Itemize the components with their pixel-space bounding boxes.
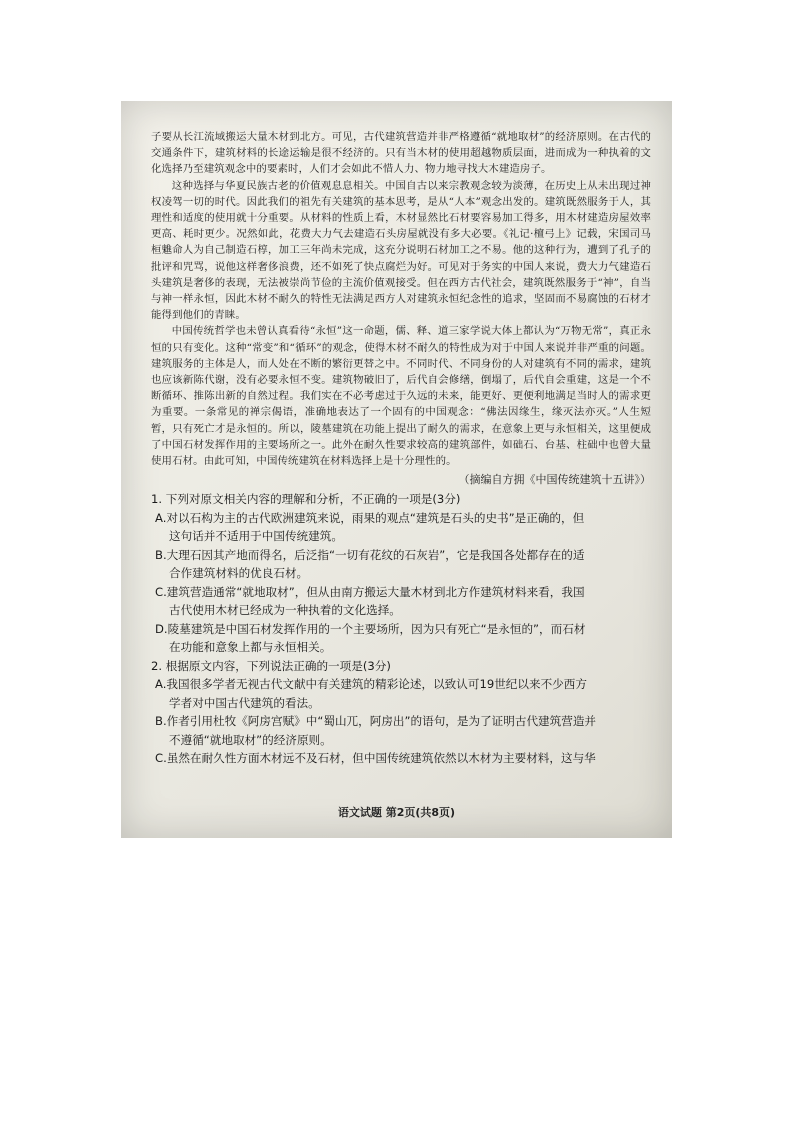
option-text-line: 这句话并不适用于中国传统建筑。 <box>169 529 343 544</box>
option-text-line: 古代使用木材已经成为一种执着的文化选择。 <box>169 603 401 618</box>
option-label: C. <box>155 584 167 599</box>
option-label: D. <box>155 621 168 636</box>
question-2 <box>151 657 651 768</box>
option-text-line: 学者对中国古代建筑的看法。 <box>169 695 320 710</box>
option-label: A. <box>155 510 167 525</box>
question-1-option-d <box>151 620 651 657</box>
option-label: B. <box>155 547 167 562</box>
question-2-option-c <box>151 749 651 768</box>
passage-source: （摘编自方拥《中国传统建筑十五讲》） <box>458 473 651 487</box>
option-label: A. <box>155 677 167 692</box>
reading-passage <box>151 129 651 469</box>
question-1-option-b <box>151 546 651 583</box>
option-text-line: 对以石构为主的古代欧洲建筑来说，雨果的观点“建筑是石头的史书”是正确的，但 <box>166 510 585 525</box>
option-text-line: 大理石因其产地而得名，后泛指“一切有花纹的石灰岩”，它是我国各处都存在的适 <box>166 547 585 562</box>
option-text-line: 陵墓建筑是中国石材发挥作用的一个主要场所，因为只有死亡“是永恒的”，而石材 <box>167 621 586 636</box>
passage-paragraph-1: 子要从长江流域搬运大量木材到北方。可见，古代建筑营造并非严格遵循“就地取材”的经济原则。在古代的交通条件下，建筑材料的长途运输是很不经济的。只有当木材的使用超越物质层面，进而成为一种执着的文化选择乃至建筑观念中的要素时，人们才会如此不惜人力、物力地寻找大木建造房子。 <box>151 131 651 176</box>
option-text-line: 作者引用杜牧《阿房宫赋》中“蜀山兀，阿房出”的语句，是为了证明古代建筑营造并 <box>166 714 597 729</box>
question-2-option-b <box>151 712 651 749</box>
question-2-stem: 2. 根据原文内容，下列说法正确的一项是(3分) <box>151 658 391 673</box>
option-text-line: 我国很多学者无视古代文献中有关建筑的精彩论述，以致认可19世纪以来不少西方 <box>166 677 587 692</box>
question-1-stem: 1. 下列对原文相关内容的理解和分析，不正确的一项是(3分) <box>151 492 461 507</box>
photographed-exam-page <box>121 101 672 838</box>
option-text-line: 不遵循“就地取材”的经济原则。 <box>169 732 332 747</box>
option-text-line: 虽然在耐久性方面木材远不及石材，但中国传统建筑依然以木材为主要材料，这与华 <box>166 751 596 766</box>
exam-page <box>151 129 651 768</box>
option-text-line: 合作建筑材料的优良石材。 <box>169 566 309 581</box>
option-label: B. <box>155 714 167 729</box>
question-1 <box>151 490 651 657</box>
option-text-line: 在功能和意象上都与永恒相关。 <box>169 640 332 655</box>
page-footer: 语文试题 第2页(共8页) <box>337 806 456 819</box>
passage-paragraph-2: 这种选择与华夏民族古老的价值观息息相关。中国自古以来宗教观念较为淡薄，在历史上从未出现过神权凌驾一切的时代。因此我们的祖先有关建筑的基本思考，是从“人本”观念出发的。建筑既然服务于人，其理性和适度的使用就十分重要。从材料的性质上看，木材显然比石材要容易加工得多，用木材建造房屋效率更高、耗时更少。况然如此，花费大力气去建造石头房屋就没有多大必要。《礼记·檀弓上》记载，宋国司马桓魋命人为自己制造石椁，加工三年尚未完成，这充分说明石材加工之不易。他的这种行为，遭到了孔子的批评和咒骂，说他这样奢侈浪费，还不如死了快点腐烂为好。可见对于务实的中国人来说，费大力气建造石头建筑是奢侈的表现，无法被崇尚节俭的主流价值观接受。但在西方古代社会，建筑既然服务于“神”，自当与神一样永恒，因此木材不耐久的特性无法满足西方人对建筑永恒纪念性的追求，坚固而不易腐蚀的石材才能得到他们的青睐。 <box>151 179 651 322</box>
option-label: C. <box>155 751 167 766</box>
question-1-option-c <box>151 583 651 620</box>
option-text-line: 建筑营造通常“就地取材”，但从由南方搬运大量木材到北方作建筑材料来看，我国 <box>166 584 585 599</box>
question-2-option-a <box>151 675 651 712</box>
question-1-option-a <box>151 509 651 546</box>
passage-paragraph-3: 中国传统哲学也未曾认真看待“永恒”这一命题，儒、释、道三家学说大体上都认为“万物无常”，真正永恒的只有变化。这种“常变”和“循环”的观念，使得木材不耐久的特性成为对于中国人来说并非严重的问题。建筑服务的主体是人，而人处在不断的繁衍更替之中。不同时代、不同身份的人对建筑有不同的需求，建筑也应该新陈代谢，没有必要永恒不变。建筑物破旧了，后代自会修缮，倒塌了，后代自会重建，这是一个不断循环、推陈出新的自然过程。我们实在不必考虑过于久远的未来，能更好、更便利地满足当时人的需求更为重要。一条常见的禅宗偈语，准确地表达了一个固有的中国观念：“佛法因缘生，缘灭法亦灭。”人生短暂，只有死亡才是永恒的。所以，陵墓建筑在功能上提出了耐久的需求，在意象上更与永恒相关，这里便成了中国石材发挥作用的主要场所之一。此外在耐久性要求较高的建筑部件，如础石、台基、柱础中也曾大量使用石材。由此可知，中国传统建筑在材料选择上是十分理性的。 <box>151 325 651 468</box>
